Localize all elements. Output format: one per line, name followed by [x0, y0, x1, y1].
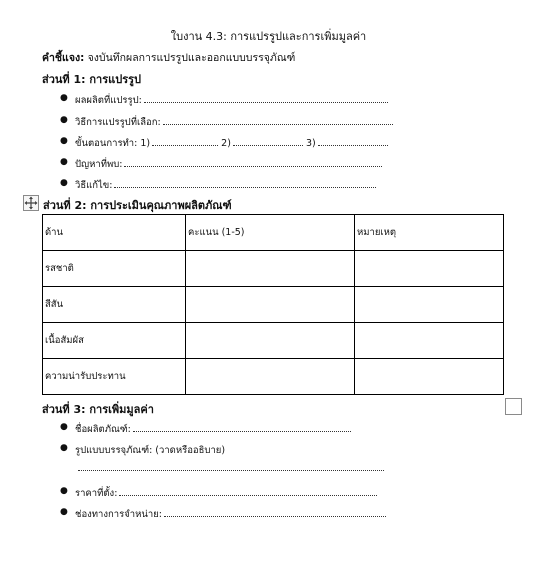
bullet-icon: ●	[60, 443, 68, 453]
table-row	[43, 287, 504, 323]
score-cell[interactable]	[186, 287, 355, 323]
table-row	[43, 323, 504, 359]
note-cell[interactable]	[355, 323, 504, 359]
bullet-icon: ●	[60, 178, 68, 188]
fill-line[interactable]	[144, 94, 388, 103]
part3-item-label: ราคาที่ตั้ง:	[75, 488, 118, 499]
row-label: ความน่ารับประทาน	[43, 359, 186, 395]
part1-item-label: ผลผลิตที่แปรรูป:	[75, 95, 142, 106]
worksheet-title: ใบงาน 4.3: การแปรรูปและการเพิ่มมูลค่า	[170, 30, 367, 43]
part1-heading: ส่วนที่ 1: การแปรรูป	[42, 73, 141, 86]
evaluation-table	[42, 214, 504, 395]
part1-item-label: วิธีแก้ไข:	[75, 180, 113, 191]
column-header-score: คะแนน (1-5)	[186, 215, 355, 251]
bullet-icon: ●	[60, 115, 68, 125]
fill-line[interactable]	[114, 179, 376, 188]
fill-line[interactable]	[163, 116, 393, 125]
part3-item-label: ช่องทางการจำหน่าย:	[75, 509, 162, 520]
step-number: 3)	[305, 138, 316, 149]
row-label: สีสัน	[43, 287, 186, 323]
column-header-note: หมายเหตุ	[355, 215, 504, 251]
fill-line[interactable]	[164, 508, 386, 517]
note-cell[interactable]	[355, 359, 504, 395]
instruction-label: คำชี้แจง:	[42, 52, 85, 64]
bullet-icon: ●	[60, 422, 68, 432]
bullet-icon: ●	[60, 157, 68, 167]
table-row	[43, 251, 504, 287]
fill-line[interactable]	[78, 464, 384, 471]
part3-item-label: ชื่อผลิตภัณฑ์:	[75, 424, 131, 435]
fill-line[interactable]	[119, 487, 377, 496]
table-row	[43, 359, 504, 395]
bullet-icon: ●	[60, 136, 68, 146]
column-header-aspect: ด้าน	[43, 215, 186, 251]
step-number: 1)	[140, 138, 151, 149]
part1-item-label: ปัญหาที่พบ:	[75, 159, 123, 170]
score-cell[interactable]	[186, 251, 355, 287]
fill-line[interactable]	[152, 137, 218, 146]
table-header-row	[43, 215, 504, 251]
resize-square-icon[interactable]	[505, 398, 522, 415]
part3-item-label: รูปแบบบรรจุภัณฑ์: (วาดหรืออธิบาย)	[75, 445, 226, 456]
score-cell[interactable]	[186, 323, 355, 359]
fill-line[interactable]	[318, 137, 388, 146]
score-cell[interactable]	[186, 359, 355, 395]
step-number: 2)	[221, 138, 231, 149]
bullet-icon: ●	[60, 486, 68, 496]
instruction-text: จงบันทึกผลการแปรรูปและออกแบบบรรจุภัณฑ์	[87, 52, 296, 64]
part1-item-label: ขั้นตอนการทำ:	[75, 138, 138, 149]
part1-item-label: วิธีการแปรรูปที่เลือก:	[75, 117, 161, 128]
note-cell[interactable]	[355, 287, 504, 323]
move-arrows-icon[interactable]	[23, 195, 39, 211]
bullet-icon: ●	[60, 507, 68, 517]
part3-heading: ส่วนที่ 3: การเพิ่มมูลค่า	[42, 403, 154, 416]
note-cell[interactable]	[355, 251, 504, 287]
fill-line[interactable]	[124, 158, 382, 167]
row-label: รสชาติ	[43, 251, 186, 287]
fill-line[interactable]	[133, 423, 351, 432]
row-label: เนื้อสัมผัส	[43, 323, 186, 359]
instruction	[42, 49, 295, 66]
part2-heading: ส่วนที่ 2: การประเมินคุณภาพผลิตภัณฑ์	[43, 199, 232, 212]
fill-line[interactable]	[233, 137, 303, 146]
bullet-icon: ●	[60, 93, 68, 103]
